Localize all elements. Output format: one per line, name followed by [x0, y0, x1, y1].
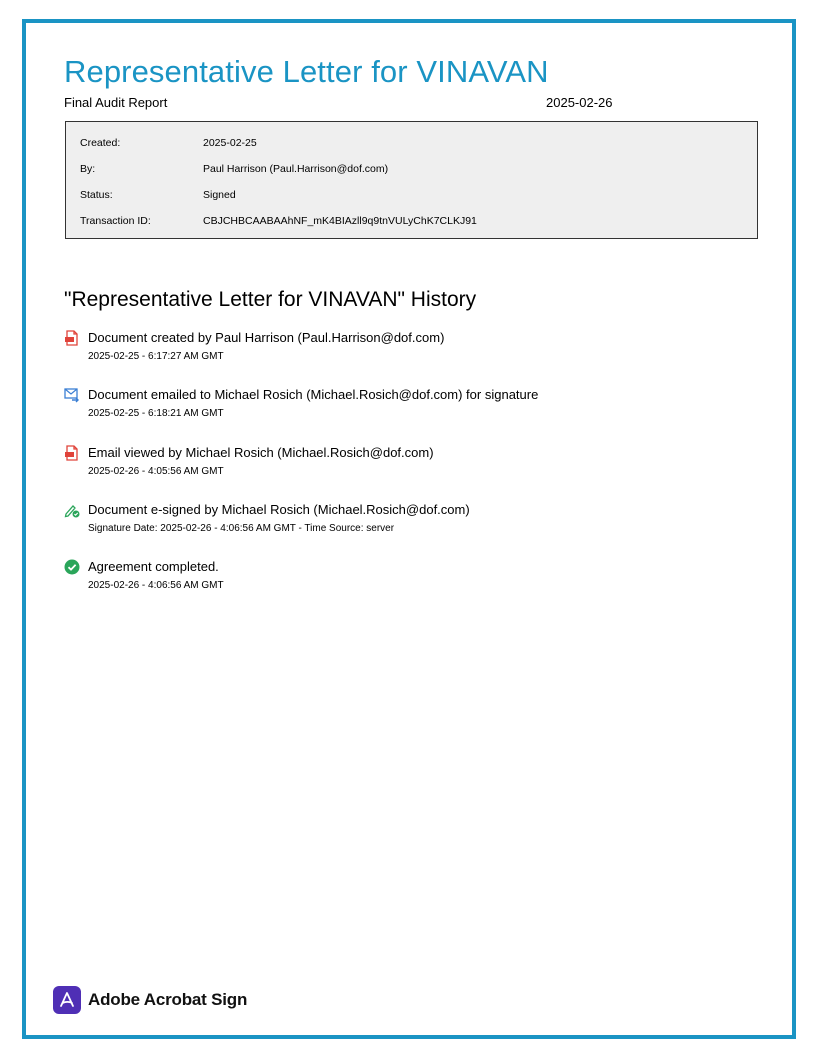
- summary-value: Paul Harrison (Paul.Harrison@dof.com): [203, 163, 389, 175]
- completed-check-icon: [64, 559, 80, 575]
- summary-box: [65, 121, 758, 239]
- acrobat-logo-icon: [53, 986, 81, 1014]
- event-timestamp: 2025-02-25 - 6:18:21 AM GMT: [88, 408, 224, 419]
- document-created-icon: [64, 330, 80, 346]
- document-viewed-icon: [64, 445, 80, 461]
- summary-value: 2025-02-25: [203, 137, 257, 149]
- summary-label: Created:: [80, 137, 121, 149]
- history-title: "Representative Letter for VINAVAN" History: [64, 288, 477, 311]
- event-description: Agreement completed.: [88, 559, 219, 574]
- event-description: Document created by Paul Harrison (Paul.Harrison@dof.com): [88, 330, 445, 345]
- event-timestamp: 2025-02-26 - 4:05:56 AM GMT: [88, 466, 224, 477]
- event-timestamp: 2025-02-25 - 6:17:27 AM GMT: [88, 351, 224, 362]
- summary-label: Transaction ID:: [80, 215, 151, 227]
- event-description: Email viewed by Michael Rosich (Michael.Rosich@dof.com): [88, 445, 434, 460]
- report-subtitle: Final Audit Report: [64, 95, 168, 110]
- event-timestamp: 2025-02-26 - 4:06:56 AM GMT: [88, 580, 224, 591]
- email-sent-icon: [64, 387, 80, 403]
- summary-value: Signed: [203, 189, 236, 201]
- event-description: Document e-signed by Michael Rosich (Michael.Rosich@dof.com): [88, 502, 470, 517]
- summary-label: Status:: [80, 189, 113, 201]
- report-date: 2025-02-26: [546, 95, 613, 110]
- event-description: Document emailed to Michael Rosich (Michael.Rosich@dof.com) for signature: [88, 387, 539, 402]
- summary-value: CBJCHBCAABAAhNF_mK4BIAzll9q9tnVULyChK7CLKJ91: [203, 215, 477, 227]
- brand-name: Adobe Acrobat Sign: [88, 990, 248, 1009]
- page-title: Representative Letter for VINAVAN: [64, 54, 549, 89]
- event-timestamp: Signature Date: 2025-02-26 - 4:06:56 AM GMT - Time Source: server: [88, 523, 395, 534]
- summary-label: By:: [80, 163, 96, 175]
- e-signed-icon: [64, 502, 80, 518]
